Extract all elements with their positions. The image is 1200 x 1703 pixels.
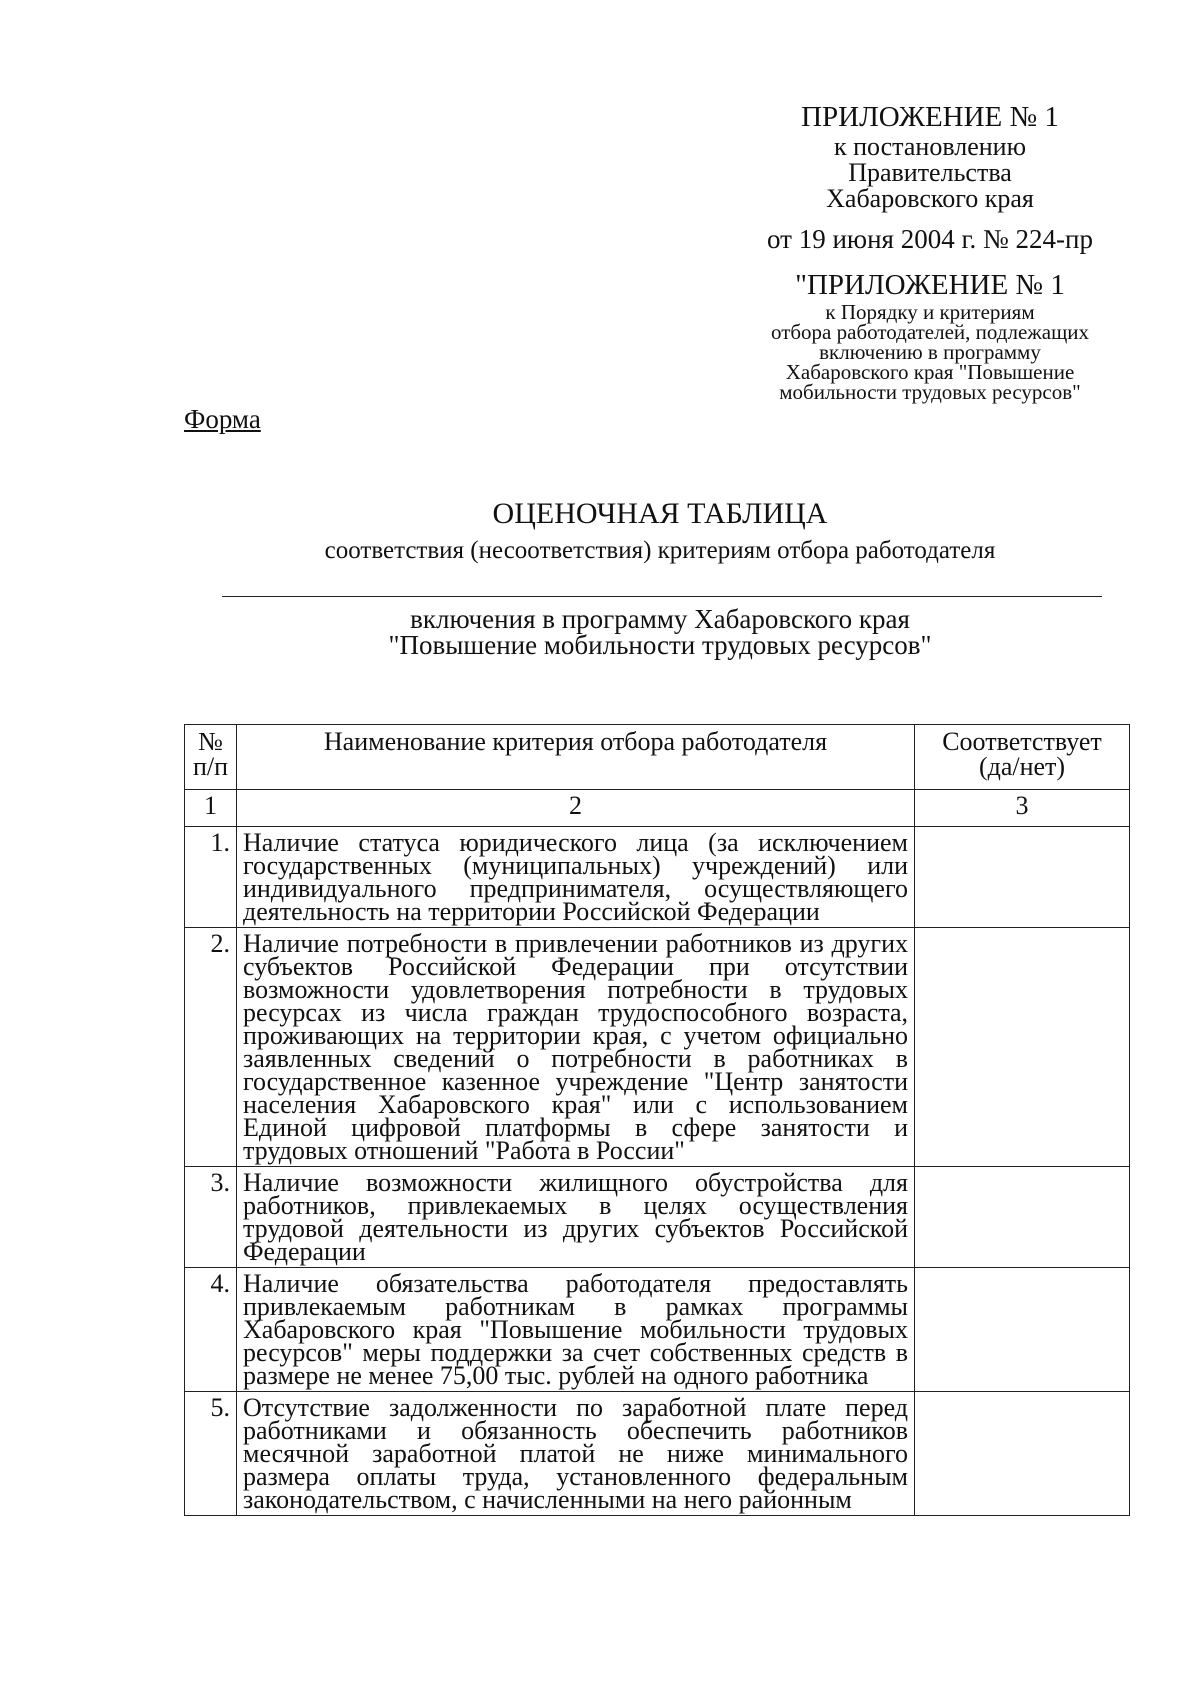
criterion-text: Наличие статуса юридического лица (за исключением государственных (муниципальных) учреждений) или индивидуального предпринимателя, осуществляющего деятельность на территории Российской Федерации	[237, 827, 915, 928]
form-label: Форма	[184, 404, 261, 434]
table-row	[185, 1392, 1130, 1516]
row-number: 5.	[185, 1392, 237, 1516]
appendix-2-line: включению в программу	[819, 340, 1041, 364]
page-title: ОЦЕНОЧНАЯ ТАБЛИЦА	[492, 497, 828, 530]
appendix-2-line: мобильности трудовых ресурсов"	[779, 380, 1081, 404]
compliance-cell[interactable]	[915, 1392, 1130, 1516]
appendix-2-line: Хабаровского края "Повышение	[785, 360, 1075, 384]
program-name	[0, 606, 1200, 658]
column-number: 2	[237, 790, 915, 827]
page-subtitle: соответствия (несоответствия) критериям отбора работодателя	[324, 537, 996, 564]
column-number: 3	[915, 790, 1130, 827]
criterion-text: Наличие обязательства работодателя предоставлять привлекаемым работникам в рамках программы Хабаровского края "Повышение мобильности трудовых ресурсов" меры поддержки за счет собственных средств в размере не менее 75,00 тыс. рублей на одного работника	[237, 1268, 915, 1392]
appendix-1-line: Правительства	[848, 158, 1012, 187]
table-header-row	[185, 725, 1130, 790]
compliance-cell[interactable]	[915, 928, 1130, 1167]
compliance-cell[interactable]	[915, 1268, 1130, 1392]
program-line: включения в программу Хабаровского края	[410, 604, 910, 634]
row-number: 3.	[185, 1167, 237, 1268]
header-number: № п/п	[185, 725, 237, 790]
appendix-1-heading: ПРИЛОЖЕНИЕ № 1	[801, 101, 1059, 133]
table-row	[185, 1268, 1130, 1392]
row-number: 4.	[185, 1268, 237, 1392]
appendix-1-block	[680, 100, 1180, 256]
header-compliance: Соответствует (да/нет)	[915, 725, 1130, 790]
blank-fill-line	[222, 596, 1102, 597]
row-number: 2.	[185, 928, 237, 1167]
appendix-2-block	[730, 268, 1130, 402]
compliance-cell[interactable]	[915, 1167, 1130, 1268]
table-row	[185, 1167, 1130, 1268]
appendix-2-heading: "ПРИЛОЖЕНИЕ № 1	[795, 269, 1065, 301]
compliance-cell[interactable]	[915, 827, 1130, 928]
appendix-2-line: к Порядку и критериям	[825, 300, 1035, 324]
table-row	[185, 928, 1130, 1167]
program-line: "Повышение мобильности трудовых ресурсов"	[388, 630, 932, 660]
criterion-text: Наличие потребности в привлечении работников из других субъектов Российской Федерации при отсутствии возможности удовлетворения потребности в трудовых ресурсах из числа граждан трудоспособного возраста, проживающих на территории края, с учетом официально заявленных сведений о потребности в работниках в государственное казенное учреждение "Центр занятости населения Хабаровского края" или с использованием Единой цифровой платформы в сфере занятости и трудовых отношений "Работа в России"	[237, 928, 915, 1167]
table-row	[185, 827, 1130, 928]
column-number-row	[185, 790, 1130, 827]
criterion-text: Наличие возможности жилищного обустройства для работников, привлекаемых в целях осуществления трудовой деятельности из других субъектов Российской Федерации	[237, 1167, 915, 1268]
criteria-table	[184, 724, 1130, 1516]
appendix-1-line: Хабаровского края	[826, 184, 1034, 213]
appendix-1-line: к постановлению	[833, 132, 1027, 161]
header-criterion: Наименование критерия отбора работодателя	[237, 725, 915, 790]
appendix-2-line: отбора работодателей, подлежащих	[770, 320, 1090, 344]
appendix-1-date: от 19 июня 2004 г. № 224-пр	[767, 224, 1093, 254]
row-number: 1.	[185, 827, 237, 928]
criterion-text: Отсутствие задолженности по заработной плате перед работниками и обязанность обеспечить работников месячной заработной платой не ниже минимального размера оплаты труда, установленного федеральным законодательством, с начисленными на него районным	[237, 1392, 915, 1516]
column-number: 1	[185, 790, 237, 827]
